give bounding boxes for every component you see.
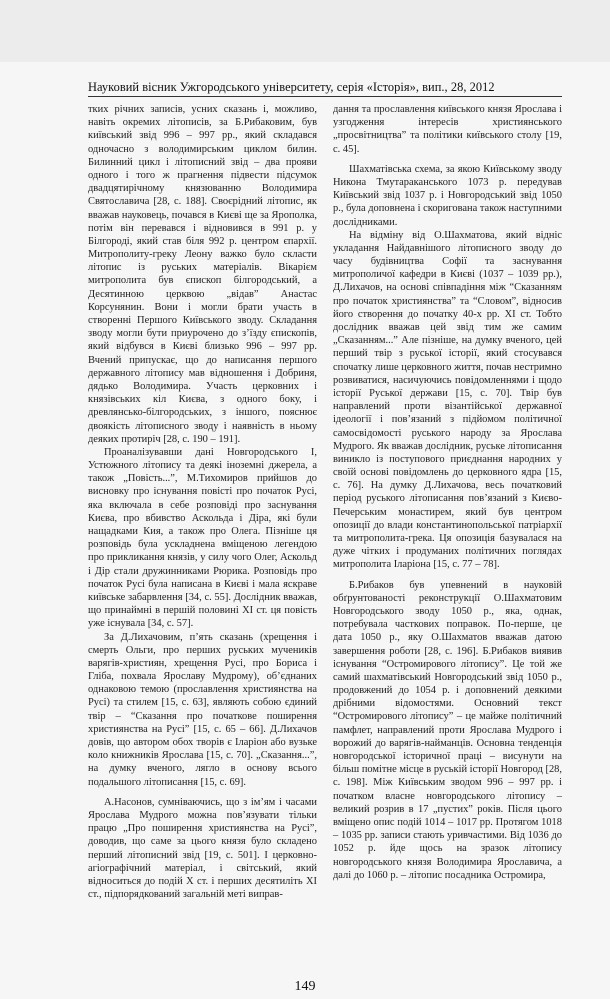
header-divider: [88, 96, 562, 97]
scan-top-margin: [0, 0, 610, 62]
paragraph: А.Насонов, сумніваючись, що з ім’ям і часами Ярослава Мудрого можна пов’язувати тільки працю „Про поширення християнства на Русі”, доводив, що саме за цього князя було складено перший літописний звід [19, с. 501]. І церковно-агіографічний матеріал, і світський, який відноситься до подій X ст. і перших десятиліть XI ст., підпорядкований загальній меті виправ-: [88, 796, 317, 901]
running-header: Науковий вісник Ужгородського університету, серія «Історія», вип., 28, 2012: [88, 80, 495, 94]
page-number: 149: [294, 979, 316, 994]
paragraph: Б.Рибаков був упевнений в науковій обґрунтованості реконструкції О.Шахматовим Новгородського зводу 1050 р., яка, однак, потребувала часткових поправок. По-перше, це дата 1050 р., яку О.Шахматов вважав датою завершення роботи [28, с. 196]. Б.Рибаков виявив існування “Остромирового літопису”. Це той же самий шахматівський Новгородський звід 1050 р., продовжений до 1054 р. і доповнений деякими дрібними відомостями. Основний текст “Остромирового літопису” – це майже політичний памфлет, направлений проти Ярослава Мудрого і ворожий до варягів-найманців. Основна тенденція новгородської історичної праці – висунути на більш помітне місце в руській історії Новгород [28, с. 198]. Між Київським зводом 996 – 997 рр. і початком власне новгородського літопису – великий розрив в 17 „пустих” років. Після цього вміщено опис подій 1014 – 1017 рр. Протягом 1018 – 1035 рр. записи стають уривчастими. Від 1036 до 1052 р. йде щось на зразок літопису новгородського князя Володимира Ярославича, а далі до 1060 р. – літопис посадника Остромира,: [333, 579, 562, 881]
paragraph: На відміну від О.Шахматова, який відніс укладання Найдавнішого літописного зводу до часу будівництва Софії та заснування митрополичої кафедри в Києві (1037 – 1039 рр.), Д.Лихачов, на основі співпадіння між “Сказанням про початок християнства” та “Словом”, відносив його створення до початку 40-х рр. XI ст. Тобто дослідник вважав цей звід тим же самим „Сказанням...” Але пізніше, на думку вченого, цей перший твір з руської історії, який стосувався спочатку лише церковного життя, почав нестримно розвиватися, насичуючись повідомленнями і щодо історії Руської держави [15, с. 70]. Твір був направлений проти візантійської державної ідеології і пов’язаний з підйомом політичної самосвідомості руського народу за Ярослава Мудрого. Як вважав дослідник, руське літописання виникло із поступового приєднання народних у своїй основі повідомлень до церковного ядра [15, с. 76]. На думку Д.Лихачова, весь початковий період руського літописання пов’язаний з Києво-Печерським монастирем, який був центром опозиції до влади константинопольської патріархії та митрополита-грека. Ця опозиція базувалася на дуже чітких і продуманих політичних поглядах митрополита Іларіона [15, с. 77 – 78].: [333, 229, 562, 571]
paragraph: дання та прославлення київського князя Ярослава і узгодження інтересів християнського „просвітництва” та політики київського столу [19, с. 45].: [333, 104, 562, 155]
paragraph: За Д.Лихачовим, п’ять сказань (хрещення і смерть Ольги, про перших руських мучеників варягів-християн, хрещення Русі, про Бориса і Гліба, похвала Ярославу Мудрому), об’єднаних однаковою темою (прославлення християнства на Русі) та стилем [15, с. 63], являють собою єдиний твір – “Сказання про початкове поширення християнства на Русі” [15, с. 65 – 66]. Д.Лихачов довів, що автором обох творів є Іларіон або вузьке коло книжників Ярослава [15, с. 70]. „Сказання...”, на думку вченого, лягло в основу всього подальшого літописання [15, с. 69].: [88, 631, 317, 788]
left-text-column: [88, 103, 317, 901]
right-text-column: [333, 103, 562, 882]
paragraph: Проаналізувавши дані Новгородського I, Устюжного літопису та деякі іноземні джерела, а також „Повість...”, М.Тихомиров прийшов до висновку про існування повісті про початок Русі, яка включала в себе розповіді про заснування Києва, про вбивство Аскольда і Діра, які були нащадками Кия, а також про Олега. Пізніше ця розповідь була ускладнена вміщеною легендою про прикликання князів, у силу чого Олег, Аскольд і Дір стали дружинниками Рюрика. Розповідь про початок Русі була написана в Києві і мала яскраве київське забарвлення [34, с. 55]. Дослідник вважав, що принаймні в першій половині XI ст. ця повість уже існувала [34, с. 57].: [88, 446, 317, 630]
paragraph: Шахматівська схема, за якою Київському зводу Никона Тмутараканського 1073 р. передував Київський звід 1037 р. і Новгородський звід 1050 р., була доповнена і скоригована також наступними дослідниками.: [333, 163, 562, 228]
paragraph: тких річних записів, усних сказань і, можливо, навіть окремих літописів, за Б.Рибаковим, був київський звід 996 – 997 рр., який складався одночасно з володимирським циклом билин. Билинний цикл і літописний звід – два прояви одного і того ж прагнення підвести підсумок двадцятирічному князюванню Володимира Святославича [28, с. 188]. Своєрідний літопис, як вважав науковець, почався в Києві ще за Ярополка, потім він перевався і відновився в 991 р. у Білгороді, який став біля 992 р. центром єпархії. Митрополиту-греку Леону важко було скласти літопис із руських матеріалів. Вікарієм митрополита був єпископ білгородський, а Десятинною церквою „відав” Анастас Корсунянин. Вони і могли брати участь в створенні Першого Київського зводу. Складання зводу могли бути приурочено до з’їзду єпископів, який відбувся в Києві близько 996 – 997 рр. Вчений припускає, що до написання першого державного літопису мав відношення і Добриня, дядько Володимира. Участь церковних і князівських кіл Києва, з одного боку, і древлянсько-білгородських, з іншого, пояснює двоякість літописного зводу і наявність в ньому деяких протиріч [28, с. 190 – 191].: [88, 104, 317, 445]
